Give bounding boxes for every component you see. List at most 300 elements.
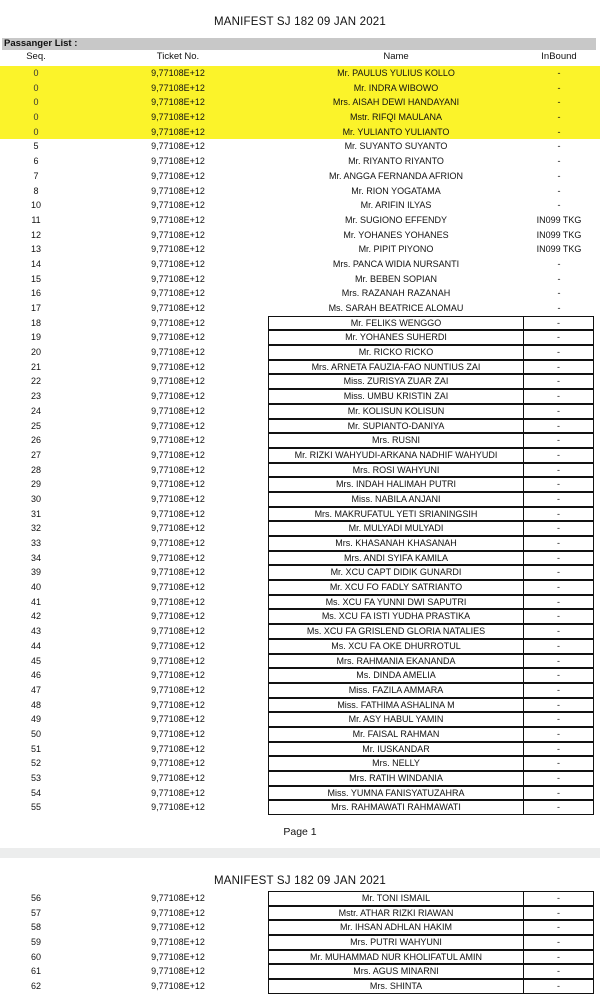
table-row (0, 360, 600, 375)
manifest-page-2 (0, 858, 600, 1006)
seq-cell: 30 (30, 493, 41, 504)
name-cell: Ms. DINDA AMELIA (268, 668, 524, 683)
name-cell: Mrs. RAHMAWATI RAHMAWATI (268, 800, 524, 815)
inbound-cell: - (524, 624, 594, 639)
seq-cell: 20 (30, 347, 41, 358)
name-cell: Mrs. AGUS MINARNI (268, 964, 524, 979)
ticket-cell: 9,77108E+12 (151, 670, 205, 681)
ticket-cell: 9,77108E+12 (151, 361, 205, 372)
inbound-cell: - (524, 419, 594, 434)
name-cell: Mr. INDRA WIBOWO (353, 82, 439, 93)
table-row (0, 301, 600, 316)
ticket-cell: 9,77108E+12 (151, 893, 205, 903)
table-row (0, 654, 600, 669)
table-row (0, 198, 600, 213)
seq-cell: 50 (30, 728, 41, 739)
name-cell: Mr. XCU CAPT DIDIK GUNARDI (268, 565, 524, 580)
table-row (0, 316, 600, 331)
name-cell: Ms. XCU FA OKE DHURROTUL (268, 639, 524, 654)
table-row (0, 477, 600, 492)
name-cell: Mr. SUYANTO SUYANTO (344, 141, 448, 152)
inbound-cell: - (557, 288, 561, 299)
inbound-cell: - (524, 463, 594, 478)
name-cell: Mr. ASY HABUL YAMIN (268, 712, 524, 727)
inbound-cell: - (557, 68, 561, 78)
name-cell: Miss. UMBU KRISTIN ZAI (268, 389, 524, 404)
table-row (0, 242, 600, 257)
inbound-cell: - (524, 906, 594, 921)
name-cell: Mr. RIYANTO RIYANTO (348, 156, 444, 167)
name-cell: Mrs. ROSI WAHYUNI (268, 463, 524, 478)
ticket-cell: 9,77108E+12 (151, 743, 205, 754)
table-row (0, 433, 600, 448)
inbound-cell: - (557, 156, 561, 167)
name-cell: Mr. XCU FO FADLY SATRIANTO (268, 580, 524, 595)
name-cell: Mrs. MAKRUFATUL YETI SRIANINGSIH (268, 507, 524, 522)
table-row (0, 66, 600, 81)
name-cell: Mstr. RIFQI MAULANA (349, 112, 442, 123)
seq-cell: 53 (30, 773, 41, 783)
header-name: Name (383, 51, 409, 62)
header-seq: Seq. (26, 51, 46, 62)
name-cell: Mr. RION YOGATAMA (351, 185, 441, 196)
ticket-cell: 9,77108E+12 (151, 758, 205, 769)
page-number: Page 1 (283, 826, 317, 838)
inbound-cell: - (557, 200, 561, 211)
seq-cell: 18 (30, 317, 41, 328)
seq-cell: 28 (30, 464, 41, 475)
ticket-cell: 9,77108E+12 (151, 684, 205, 695)
ticket-cell: 9,77108E+12 (151, 714, 205, 725)
inbound-cell: - (524, 492, 594, 507)
ticket-cell: 9,77108E+12 (151, 112, 205, 123)
ticket-cell: 9,77108E+12 (151, 156, 205, 167)
inbound-cell: - (524, 654, 594, 669)
ticket-cell: 9,77108E+12 (151, 567, 205, 578)
seq-cell: 22 (30, 376, 41, 387)
ticket-cell: 9,77108E+12 (151, 214, 205, 225)
inbound-cell: - (524, 712, 594, 727)
ticket-cell: 9,77108E+12 (151, 626, 205, 637)
table-row (0, 920, 600, 935)
ticket-cell: 9,77108E+12 (151, 288, 205, 299)
seq-cell: 26 (30, 435, 41, 446)
inbound-cell: - (557, 185, 561, 196)
table-row (0, 979, 600, 994)
inbound-cell: - (524, 595, 594, 610)
name-cell: Mr. TONI ISMAIL (268, 891, 524, 906)
seq-cell: 19 (30, 332, 41, 343)
name-cell: Mr. IUSKANDAR (268, 742, 524, 757)
table-row (0, 139, 600, 154)
table-row (0, 712, 600, 727)
ticket-cell: 9,77108E+12 (151, 170, 205, 181)
seq-cell: 59 (30, 937, 41, 948)
table-row (0, 492, 600, 507)
inbound-cell: - (524, 536, 594, 551)
name-cell: Mrs. RATIH WINDANIA (268, 771, 524, 786)
seq-cell: 43 (30, 626, 41, 637)
ticket-cell: 9,77108E+12 (151, 97, 205, 108)
table-row (0, 330, 600, 345)
seq-cell: 21 (30, 361, 41, 372)
table-row (0, 786, 600, 801)
inbound-cell: - (557, 170, 561, 181)
inbound-cell: - (524, 433, 594, 448)
inbound-cell: - (524, 374, 594, 389)
seq-cell: 0 (33, 112, 39, 123)
name-cell: Mrs. RUSNI (268, 433, 524, 448)
name-cell: Mrs. NELLY (268, 756, 524, 771)
inbound-cell: - (557, 126, 561, 137)
ticket-cell: 9,77108E+12 (151, 435, 205, 446)
seq-cell: 0 (33, 68, 39, 78)
ticket-cell: 9,77108E+12 (151, 552, 205, 563)
table-row (0, 950, 600, 965)
header-inbound: InBound (541, 51, 577, 62)
table-row (0, 448, 600, 463)
passenger-list (0, 66, 600, 815)
name-cell: Mr. FELIKS WENGGO (268, 316, 524, 331)
inbound-cell: - (524, 800, 594, 815)
ticket-cell: 9,77108E+12 (151, 937, 205, 948)
manifest-title: MANIFEST SJ 182 09 JAN 2021 (213, 875, 386, 887)
seq-cell: 32 (30, 523, 41, 534)
seq-cell: 13 (30, 244, 41, 255)
ticket-cell: 9,77108E+12 (151, 922, 205, 933)
name-cell: Mrs. INDAH HALIMAH PUTRI (268, 477, 524, 492)
inbound-cell: - (524, 477, 594, 492)
table-row (0, 565, 600, 580)
name-cell: Mr. MUHAMMAD NUR KHOLIFATUL AMIN (268, 950, 524, 965)
seq-cell: 25 (30, 420, 41, 431)
inbound-cell: - (524, 698, 594, 713)
ticket-cell: 9,77108E+12 (151, 907, 205, 918)
seq-cell: 0 (33, 82, 39, 93)
name-cell: Ms. XCU FA ISTI YUDHA PRASTIKA (268, 609, 524, 624)
table-row (0, 551, 600, 566)
table-row (0, 964, 600, 979)
table-row (0, 374, 600, 389)
seq-cell: 0 (33, 126, 39, 137)
table-row (0, 213, 600, 228)
inbound-cell: - (524, 964, 594, 979)
inbound-cell: IN099 TKG (536, 229, 582, 240)
table-row (0, 906, 600, 921)
table-row (0, 639, 600, 654)
ticket-cell: 9,77108E+12 (151, 303, 205, 313)
ticket-cell: 9,77108E+12 (151, 141, 205, 152)
table-row (0, 609, 600, 624)
inbound-cell: - (524, 507, 594, 522)
inbound-cell: - (557, 141, 561, 152)
name-cell: Miss. FAZILA AMMARA (268, 683, 524, 698)
ticket-cell: 9,77108E+12 (151, 479, 205, 490)
seq-cell: 5 (33, 141, 39, 152)
table-row (0, 800, 600, 815)
ticket-cell: 9,77108E+12 (151, 258, 205, 269)
inbound-cell: - (557, 97, 561, 108)
name-cell: Mr. YOHANES YOHANES (343, 229, 449, 240)
inbound-cell: - (524, 448, 594, 463)
table-row (0, 463, 600, 478)
seq-cell: 42 (30, 611, 41, 622)
inbound-cell: - (557, 303, 561, 313)
inbound-cell: - (524, 935, 594, 950)
table-row (0, 580, 600, 595)
name-cell: Miss. FATHIMA ASHALINA M (268, 698, 524, 713)
ticket-cell: 9,77108E+12 (151, 596, 205, 607)
table-row (0, 935, 600, 950)
name-cell: Mr. YOHANES SUHERDI (268, 330, 524, 345)
ticket-cell: 9,77108E+12 (151, 508, 205, 519)
seq-cell: 29 (30, 479, 41, 490)
inbound-cell: - (524, 316, 594, 331)
ticket-cell: 9,77108E+12 (151, 273, 205, 284)
ticket-cell: 9,77108E+12 (151, 347, 205, 358)
table-row (0, 345, 600, 360)
ticket-cell: 9,77108E+12 (151, 728, 205, 739)
table-row (0, 184, 600, 199)
inbound-cell: - (524, 756, 594, 771)
seq-cell: 24 (30, 405, 41, 416)
inbound-cell: - (524, 920, 594, 935)
table-row (0, 727, 600, 742)
table-row (0, 742, 600, 757)
ticket-cell: 9,77108E+12 (151, 640, 205, 651)
inbound-cell: - (524, 330, 594, 345)
ticket-cell: 9,77108E+12 (151, 538, 205, 548)
seq-cell: 41 (30, 596, 41, 607)
seq-cell: 12 (30, 229, 41, 240)
table-row (0, 771, 600, 786)
name-cell: Mr. IHSAN ADHLAN HAKIM (268, 920, 524, 935)
name-cell: Mr. PIPIT PIYONO (358, 244, 434, 255)
inbound-cell: - (524, 389, 594, 404)
name-cell: Mr. SUPIANTO-DANIYA (268, 419, 524, 434)
table-row (0, 683, 600, 698)
ticket-cell: 9,77108E+12 (151, 611, 205, 622)
inbound-cell: - (524, 404, 594, 419)
seq-cell: 7 (33, 170, 39, 181)
ticket-cell: 9,77108E+12 (151, 449, 205, 460)
ticket-cell: 9,77108E+12 (151, 317, 205, 328)
inbound-cell: - (524, 771, 594, 786)
section-label: Passanger List : (2, 38, 596, 50)
inbound-cell: - (524, 521, 594, 536)
inbound-cell: - (524, 668, 594, 683)
seq-cell: 56 (30, 893, 41, 903)
table-row (0, 595, 600, 610)
name-cell: Mr. SUGIONO EFFENDY (344, 214, 447, 225)
inbound-cell: - (557, 273, 561, 284)
ticket-cell: 9,77108E+12 (151, 966, 205, 977)
name-cell: Mr. BEBEN SOPIAN (354, 273, 438, 284)
table-row (0, 891, 600, 906)
seq-cell: 60 (30, 951, 41, 962)
name-cell: Miss. YUMNA FANISYATUZAHRA (268, 786, 524, 801)
table-row (0, 272, 600, 287)
table-row (0, 698, 600, 713)
ticket-cell: 9,77108E+12 (151, 332, 205, 343)
seq-cell: 39 (30, 567, 41, 578)
inbound-cell: - (524, 551, 594, 566)
ticket-cell: 9,77108E+12 (151, 773, 205, 783)
ticket-cell: 9,77108E+12 (151, 493, 205, 504)
ticket-cell: 9,77108E+12 (151, 655, 205, 666)
table-row (0, 169, 600, 184)
seq-cell: 0 (33, 97, 39, 108)
table-row (0, 154, 600, 169)
name-cell: Miss. ZURISYA ZUAR ZAI (268, 374, 524, 389)
inbound-cell: - (524, 727, 594, 742)
name-cell: Mr. KOLISUN KOLISUN (268, 404, 524, 419)
table-row (0, 125, 600, 140)
name-cell: Mrs. ARNETA FAUZIA-FAO NUNTIUS ZAI (268, 360, 524, 375)
ticket-cell: 9,77108E+12 (151, 582, 205, 593)
inbound-cell: - (557, 258, 561, 269)
seq-cell: 52 (30, 758, 41, 769)
seq-cell: 14 (30, 258, 41, 269)
ticket-cell: 9,77108E+12 (151, 244, 205, 255)
seq-cell: 58 (30, 922, 41, 933)
seq-cell: 31 (30, 508, 41, 519)
inbound-cell: - (524, 786, 594, 801)
table-row (0, 110, 600, 125)
name-cell: Mstr. ATHAR RIZKI RIAWAN (268, 906, 524, 921)
seq-cell: 57 (30, 907, 41, 918)
inbound-cell: - (524, 950, 594, 965)
seq-cell: 8 (33, 185, 39, 196)
table-row (0, 536, 600, 551)
seq-cell: 27 (30, 449, 41, 460)
table-row (0, 419, 600, 434)
seq-cell: 11 (31, 214, 41, 225)
inbound-cell: - (524, 580, 594, 595)
inbound-cell: IN099 TKG (536, 214, 582, 225)
name-cell: Mr. ARIFIN ILYAS (360, 200, 432, 211)
seq-cell: 47 (30, 684, 41, 695)
table-row (0, 257, 600, 272)
table-row (0, 507, 600, 522)
inbound-cell: - (524, 360, 594, 375)
table-row (0, 95, 600, 110)
seq-cell: 48 (30, 699, 41, 710)
name-cell: Mrs. AISAH DEWI HANDAYANI (332, 97, 460, 108)
ticket-cell: 9,77108E+12 (151, 420, 205, 431)
seq-cell: 6 (33, 156, 39, 167)
inbound-cell: - (524, 683, 594, 698)
name-cell: Mrs. RAZANAH RAZANAH (341, 288, 451, 299)
seq-cell: 16 (30, 288, 41, 299)
name-cell: Mrs. RAHMANIA EKANANDA (268, 654, 524, 669)
name-cell: Ms. XCU FA GRISLEND GLORIA NATALIES (268, 624, 524, 639)
ticket-cell: 9,77108E+12 (151, 376, 205, 387)
ticket-cell: 9,77108E+12 (151, 981, 205, 992)
seq-cell: 44 (30, 640, 41, 651)
seq-cell: 15 (30, 273, 41, 284)
seq-cell: 40 (30, 582, 41, 593)
ticket-cell: 9,77108E+12 (151, 82, 205, 93)
inbound-cell: - (557, 82, 561, 93)
name-cell: Mrs. KHASANAH KHASANAH (268, 536, 524, 551)
ticket-cell: 9,77108E+12 (151, 229, 205, 240)
ticket-cell: 9,77108E+12 (151, 185, 205, 196)
seq-cell: 61 (30, 966, 41, 977)
seq-cell: 34 (30, 552, 41, 563)
inbound-cell: - (524, 891, 594, 906)
ticket-cell: 9,77108E+12 (151, 200, 205, 211)
name-cell: Mr. YULIANTO YULIANTO (342, 126, 450, 137)
seq-cell: 54 (30, 787, 41, 798)
name-cell: Mr. ANGGA FERNANDA AFRION (328, 170, 464, 181)
inbound-cell: - (524, 979, 594, 994)
name-cell: Ms. SARAH BEATRICE ALOMAU (328, 303, 464, 313)
table-row (0, 668, 600, 683)
name-cell: Mr. RIZKI WAHYUDI-ARKANA NADHIF WAHYUDI (268, 448, 524, 463)
name-cell: Miss. NABILA ANJANI (268, 492, 524, 507)
ticket-cell: 9,77108E+12 (151, 68, 205, 78)
seq-cell: 33 (30, 538, 41, 548)
seq-cell: 10 (30, 200, 41, 211)
inbound-cell: - (524, 639, 594, 654)
inbound-cell: IN099 TKG (536, 244, 582, 255)
name-cell: Mr. FAISAL RAHMAN (268, 727, 524, 742)
ticket-cell: 9,77108E+12 (151, 391, 205, 402)
table-row (0, 756, 600, 771)
inbound-cell: - (524, 565, 594, 580)
name-cell: Mr. MULYADI MULYADI (268, 521, 524, 536)
name-cell: Mr. RICKO RICKO (268, 345, 524, 360)
name-cell: Mrs. PUTRI WAHYUNI (268, 935, 524, 950)
ticket-cell: 9,77108E+12 (151, 126, 205, 137)
seq-cell: 45 (30, 655, 41, 666)
seq-cell: 23 (30, 391, 41, 402)
ticket-cell: 9,77108E+12 (151, 405, 205, 416)
name-cell: Mrs. ANDI SYIFA KAMILA (268, 551, 524, 566)
table-row (0, 286, 600, 301)
ticket-cell: 9,77108E+12 (151, 787, 205, 798)
seq-cell: 17 (30, 303, 41, 313)
manifest-title: MANIFEST SJ 182 09 JAN 2021 (213, 16, 386, 28)
header-ticket: Ticket No. (156, 51, 200, 62)
ticket-cell: 9,77108E+12 (151, 464, 205, 475)
ticket-cell: 9,77108E+12 (151, 699, 205, 710)
name-cell: Mrs. PANCA WIDIA NURSANTI (332, 258, 460, 269)
seq-cell: 49 (30, 714, 41, 725)
table-row (0, 624, 600, 639)
ticket-cell: 9,77108E+12 (151, 802, 205, 813)
table-row (0, 228, 600, 243)
inbound-cell: - (524, 742, 594, 757)
seq-cell: 55 (30, 802, 41, 813)
passenger-list (0, 891, 600, 994)
name-cell: Ms. XCU FA YUNNI DWI SAPUTRI (268, 595, 524, 610)
seq-cell: 62 (30, 981, 41, 992)
name-cell: Mr. PAULUS YULIUS KOLLO (337, 68, 455, 78)
seq-cell: 46 (30, 670, 41, 681)
ticket-cell: 9,77108E+12 (151, 523, 205, 534)
table-row (0, 389, 600, 404)
table-row (0, 81, 600, 96)
name-cell: Mrs. SHINTA (268, 979, 524, 994)
inbound-cell: - (524, 345, 594, 360)
table-row (0, 521, 600, 536)
seq-cell: 51 (30, 743, 41, 754)
table-row (0, 404, 600, 419)
inbound-cell: - (524, 609, 594, 624)
ticket-cell: 9,77108E+12 (151, 951, 205, 962)
